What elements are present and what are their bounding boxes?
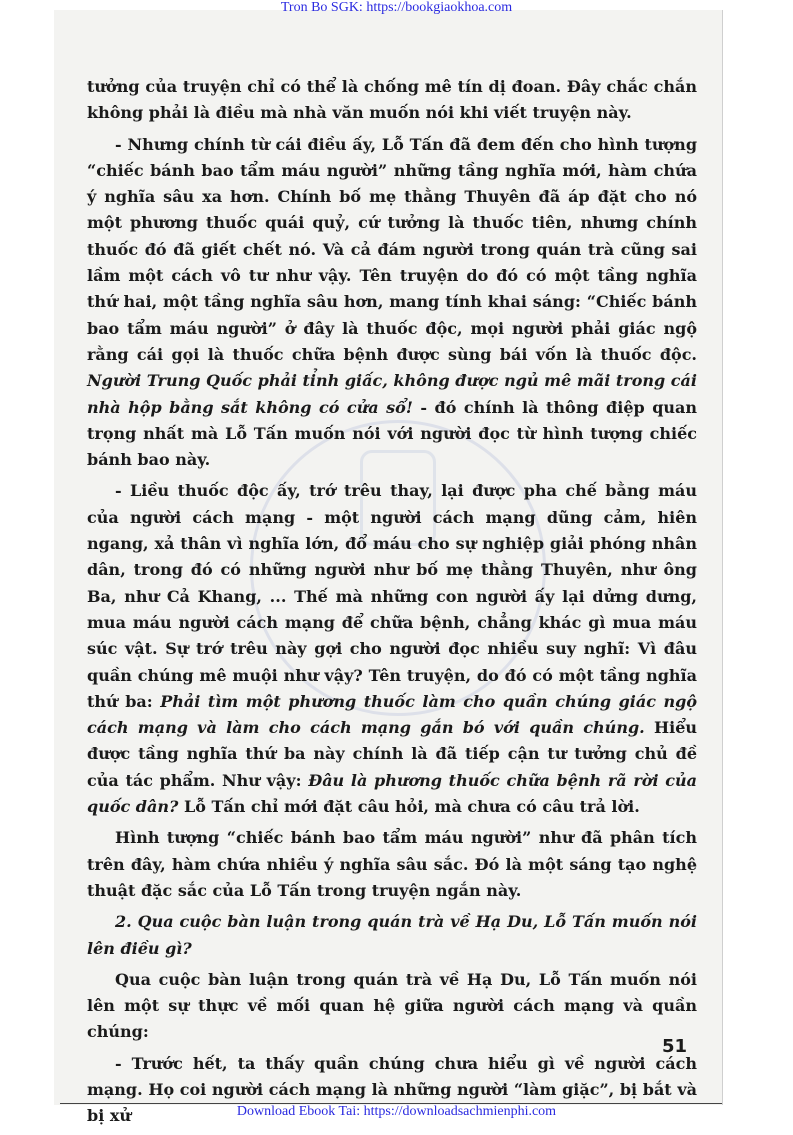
paragraph-4: Hình tượng “chiếc bánh bao tẩm máu người” như đã phân tích trên đây, hàm chứa nhiều ý nghĩa sâu sắc. Đó là một sáng tạo nghệ thuật đặc sắc của Lỗ Tấn trong truyện ngắn này. [87,828,697,900]
body-text [87,74,697,1135]
paragraph-6: - Trước hết, ta thấy quần chúng chưa hiểu gì về người cách mạng. Họ coi người cách mạng là những người “làm giặc”, bị bắt và bị xử [87,1053,697,1126]
page-number: 51 [662,1036,688,1057]
section-heading: 2. Qua cuộc bàn luận trong quán trà về Hạ Du, Lỗ Tấn muốn nói lên điều gì? [87,912,697,958]
paragraph-1: tưởng của truyện chỉ có thể là chống mê tín dị đoan. Đây chắc chắn không phải là điều mà nhà văn muốn nói khi viết truyện này. [87,77,697,123]
paragraph-2: - Nhưng chính từ cái điều ấy, Lỗ Tấn đã đem đến cho hình tượng “chiếc bánh bao tẩm máu người” những tầng nghĩa mới, hàm chứa ý nghĩa sâu xa hơn. Chính bố mẹ thằng Thuyên đã áp đặt cho nó một phương thuốc quái quỷ, cứ tưởng là thuốc tiên, nhưng chính thuốc đó đã giết chết nó. Và cả đám người trong quán trà cũng sai lầm một cách vô tư như vậy. Tên truyện do đó có một tầng nghĩa thứ hai, một tầng nghĩa sâu hơn, mang tính khai sáng: “Chiếc bánh bao tẩm máu người” ở đây là thuốc độc, mọi người phải giác ngộ rằng cái gọi là thuốc chữa bệnh được sùng bái vốn là thuốc độc. Người Trung Quốc phải tỉnh giấc, không được ngủ mê mãi trong cái nhà hộp bằng sắt không có cửa sổ! - đó chính là thông điệp quan trọng nhất mà Lỗ Tấn muốn nói với người đọc từ hình tượng chiếc bánh bao này. [87,134,698,470]
header-link[interactable]: Tron Bo SGK: https://bookgiaokhoa.com [280,0,513,15]
footer-link[interactable]: Download Ebook Tai: https://downloadsachmienphi.com [236,1104,557,1119]
paragraph-5: Qua cuộc bàn luận trong quán trà về Hạ Du, Lỗ Tấn muốn nói lên một sự thực về mối quan hệ giữa người cách mạng và quần chúng: [87,969,697,1042]
paragraph-3: - Liều thuốc độc ấy, trớ trêu thay, lại được pha chế bằng máu của người cách mạng - một người cách mạng dũng cảm, hiên ngang, xả thân vì nghĩa lớn, đổ máu cho sự nghiệp giải phóng nhân dân, trong đó có những người như bố mẹ thằng Thuyên, như ông Ba, như Cả Khang, ... Thế mà những con người ấy lại dửng dưng, mua máu người cách mạng để chữa bệnh, chẳng khác gì mua máu súc vật. Sự trớ trêu này gợi cho người đọc nhiều suy nghĩ: Vì đâu quần chúng mê muội như vậy? Tên truyện, do đó có một tầng nghĩa thứ ba: Phải tìm một phương thuốc làm cho quần chúng giác ngộ cách mạng và làm cho cách mạng gắn bó với quần chúng. Hiểu được tầng nghĩa thứ ba này chính là đã tiếp cận tư tưởng chủ đề của tác phẩm. Như vậy: Đâu là phương thuốc chữa bệnh rã rời của quốc dân? Lỗ Tấn chỉ mới đặt câu hỏi, mà chưa có câu trả lời. [87,481,698,817]
